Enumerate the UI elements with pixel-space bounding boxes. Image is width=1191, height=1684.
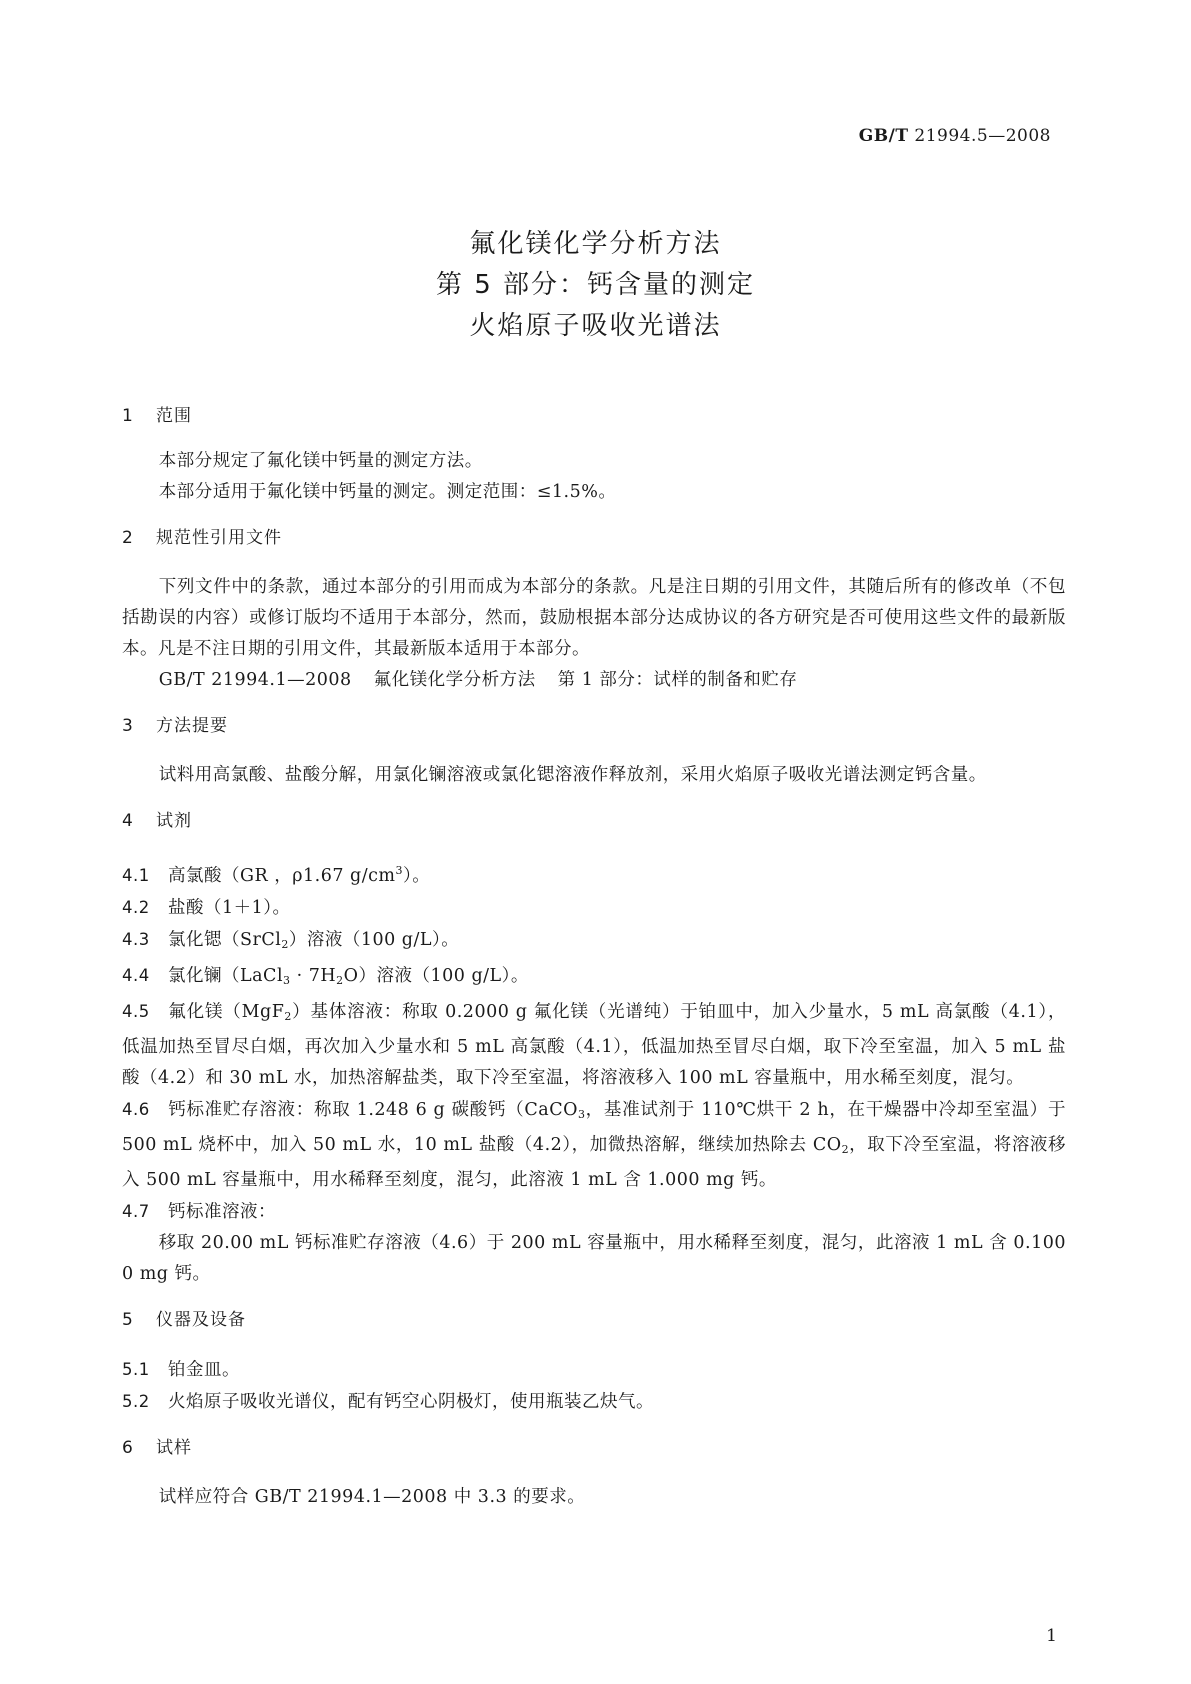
list-item: 5.1 铂金皿。 [122, 1360, 240, 1380]
standard-code-prefix: GB/T [858, 126, 909, 146]
list-item: 4.4 氯化镧（LaCl$_3$ · $7H_2O$）溶液（100 g/L）。 [122, 966, 529, 987]
document-title [0, 224, 1191, 347]
paragraph: 下列文件中的条款，通过本部分的引用而成为本部分的条款。凡是注日期的引用文件，其随后所有的修改单（不包括勘误的内容）或修订版均不适用于本部分，然而，鼓励根据本部分达成协议的各方研究是否可使用这些文件的最新版本。凡是不注日期的引用文件，其最新版本适用于本部分。 [122, 577, 1066, 659]
page-number: 1 [1046, 1626, 1057, 1646]
list-item: 4.1 高氯酸（GR ，ρ1.67 $g/cm^3$）。 [122, 864, 431, 886]
title-line-2: 第 5 部分：钙含量的测定 [435, 270, 756, 300]
paragraph: 本部分适用于氟化镁中钙量的测定。测定范围：≤1.5%。 [158, 482, 617, 502]
list-item: 4.7 钙标准溶液： [122, 1202, 276, 1222]
title-line-3: 火焰原子吸收光谱法 [469, 311, 722, 341]
title-line-1: 氟化镁化学分析方法 [469, 229, 722, 259]
paragraph: 本部分规定了氟化镁中钙量的测定方法。 [158, 451, 483, 471]
normative-reference: GB/T 21994.1—2008 氟化镁化学分析方法 第 1 部分：试样的制备和贮存 [158, 670, 798, 690]
standard-code-number: 21994.5—2008 [914, 126, 1051, 146]
list-item: 5.2 火焰原子吸收光谱仪，配有钙空心阴极灯，使用瓶装乙炔气。 [122, 1392, 654, 1412]
section-heading-2: 2 规范性引用文件 [122, 528, 282, 548]
section-heading-5: 5 仪器及设备 [122, 1310, 246, 1330]
section-heading-3: 3 方法提要 [122, 716, 228, 736]
list-item: 4.2 盐酸（1＋1）。 [122, 898, 291, 918]
paragraph: 试料用高氯酸、盐酸分解，用氯化镧溶液或氯化锶溶液作释放剂，采用火焰原子吸收光谱法测定钙含量。 [158, 765, 987, 785]
list-item: 4.3 氯化锶（SrCl$_2$）溶液（100 g/L）。 [122, 930, 460, 951]
paragraph: 试样应符合 GB/T 21994.1—2008 中 3.3 的要求。 [158, 1487, 586, 1507]
paragraph: 移取 20.00 mL 钙标准贮存溶液（4.6）于 200 mL 容量瓶中，用水稀释至刻度，混匀，此溶液 1 mL 含 0.100 0 mg 钙。 [122, 1233, 1066, 1284]
section-heading-6: 6 试样 [122, 1438, 192, 1458]
section-heading-1: 1 范围 [122, 406, 192, 426]
section-heading-4: 4 试剂 [122, 811, 192, 831]
document-body [122, 396, 1066, 1513]
list-item: 4.6 钙标准贮存溶液：称取 1.248 6 g 碳酸钙（CaCO$_3$，基准试剂于 110℃烘干 2 h，在干燥器中冷却至室温）于 500 mL 烧杯中，加入 50 mL 水，10 mL 盐酸（4.2），加微热溶解，继续加热除去 $CO_2$，取下冷至室温，将溶液移入 500 mL 容量瓶中，用水稀释至刻度，混匀，此溶液 1 mL 含 1.000 mg 钙。 [122, 1100, 1066, 1190]
list-item: 4.5 氟化镁（MgF$_2$）基体溶液：称取 0.2000 g 氟化镁（光谱纯）于铂皿中，加入少量水，5 mL 高氯酸（4.1），低温加热至冒尽白烟，再次加入少量水和 5 mL 高氯酸（4.1），低温加热至冒尽白烟，取下冷至室温，加入 5 mL 盐酸（4.2）和 30 mL 水，加热溶解盐类，取下冷至室温，将溶液移入 100 mL 容量瓶中，用水稀至刻度，混匀。 [122, 1002, 1066, 1088]
standard-code [859, 126, 1051, 146]
